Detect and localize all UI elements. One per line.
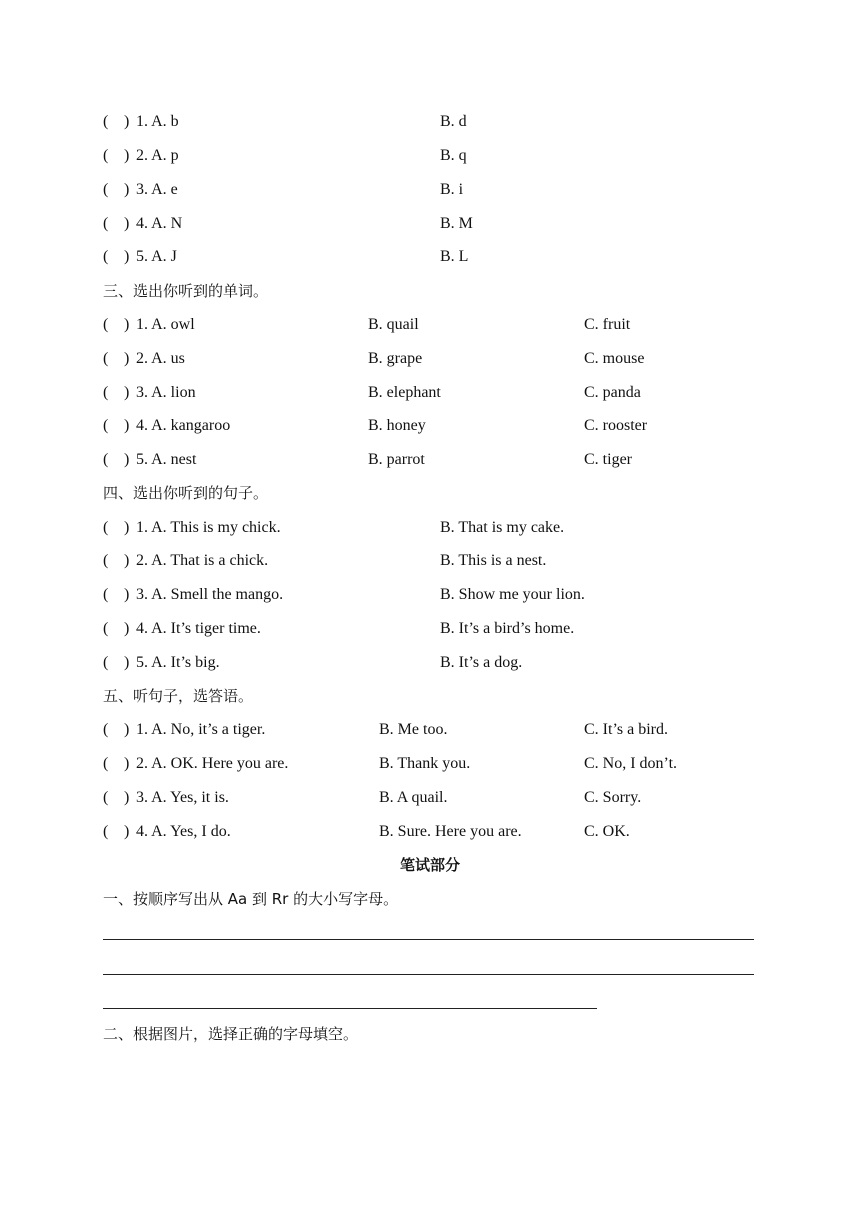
option-c: C. panda — [584, 384, 641, 401]
section-heading: 五、听句子，选答语。 — [103, 687, 254, 705]
answer-paren-close: ) — [124, 215, 130, 232]
answer-paren-close: ) — [124, 316, 130, 333]
answer-paren-open: ( — [103, 755, 109, 772]
answer-paren-open: ( — [103, 451, 109, 468]
writing-line[interactable] — [103, 1008, 597, 1009]
answer-paren-open: ( — [103, 654, 109, 671]
option-b: B. parrot — [368, 451, 425, 468]
option-b: B. That is my cake. — [440, 519, 565, 536]
answer-paren-open: ( — [103, 384, 109, 401]
option-b: B. This is a nest. — [440, 552, 547, 569]
answer-paren-close: ) — [124, 552, 130, 569]
option-b: B. It’s a dog. — [440, 654, 523, 671]
question-row — [0, 314, 860, 336]
answer-paren-open: ( — [103, 823, 109, 840]
option-b: B. grape — [368, 350, 423, 367]
question-row — [0, 179, 860, 201]
option-c: C. rooster — [584, 417, 648, 434]
option-b: B. Me too. — [379, 721, 448, 738]
answer-paren-close: ) — [124, 417, 130, 434]
answer-paren-open: ( — [103, 147, 109, 164]
option-a: 3. A. e — [136, 181, 178, 198]
answer-paren-open: ( — [103, 519, 109, 536]
answer-paren-close: ) — [124, 113, 130, 130]
option-b: B. honey — [368, 417, 426, 434]
answer-paren-close: ) — [124, 451, 130, 468]
option-a: 4. A. Yes, I do. — [136, 823, 231, 840]
answer-paren-close: ) — [124, 620, 130, 637]
answer-paren-close: ) — [124, 519, 130, 536]
option-a: 1. A. owl — [136, 316, 195, 333]
option-b: B. Thank you. — [379, 755, 471, 772]
answer-paren-open: ( — [103, 113, 109, 130]
question-row — [0, 213, 860, 235]
option-b: B. A quail. — [379, 789, 448, 806]
option-a: 4. A. N — [136, 215, 183, 232]
option-a: 4. A. It’s tiger time. — [136, 620, 261, 637]
option-a: 1. A. No, it’s a tiger. — [136, 721, 266, 738]
option-a: 3. A. Yes, it is. — [136, 789, 229, 806]
written-part-title: 笔试部分 — [399, 856, 460, 874]
option-b: B. quail — [368, 316, 419, 333]
option-a: 2. A. p — [136, 147, 179, 164]
option-b: B. It’s a bird’s home. — [440, 620, 575, 637]
question-row — [0, 753, 860, 775]
question-row — [0, 348, 860, 370]
option-a: 2. A. us — [136, 350, 185, 367]
answer-paren-open: ( — [103, 215, 109, 232]
option-a: 1. A. This is my chick. — [136, 519, 281, 536]
answer-paren-open: ( — [103, 789, 109, 806]
option-a: 3. A. Smell the mango. — [136, 586, 284, 603]
option-b: B. M — [440, 215, 473, 232]
option-b: B. elephant — [368, 384, 441, 401]
option-a: 3. A. lion — [136, 384, 196, 401]
option-b: B. d — [440, 113, 467, 130]
answer-paren-close: ) — [124, 654, 130, 671]
answer-paren-close: ) — [124, 350, 130, 367]
section-heading: 三、选出你听到的单词。 — [103, 282, 269, 300]
option-b: B. i — [440, 181, 464, 198]
answer-paren-close: ) — [124, 789, 130, 806]
question-row — [0, 618, 860, 640]
section-heading: 二、根据图片，选择正确的字母填空。 — [103, 1025, 359, 1043]
answer-paren-open: ( — [103, 586, 109, 603]
answer-paren-open: ( — [103, 620, 109, 637]
question-row — [0, 652, 860, 674]
answer-paren-open: ( — [103, 552, 109, 569]
option-c: C. tiger — [584, 451, 632, 468]
answer-paren-close: ) — [124, 586, 130, 603]
option-c: C. fruit — [584, 316, 631, 333]
option-b: B. L — [440, 248, 469, 265]
section-heading: 一、按顺序写出从 Aa 到 Rr 的大小写字母。 — [103, 890, 399, 908]
option-b: B. q — [440, 147, 467, 164]
question-row — [0, 415, 860, 437]
option-c: C. mouse — [584, 350, 645, 367]
answer-paren-close: ) — [124, 147, 130, 164]
option-a: 5. A. It’s big. — [136, 654, 220, 671]
answer-paren-close: ) — [124, 721, 130, 738]
answer-paren-close: ) — [124, 755, 130, 772]
answer-paren-open: ( — [103, 181, 109, 198]
answer-paren-close: ) — [124, 181, 130, 198]
option-c: C. It’s a bird. — [584, 721, 668, 738]
option-a: 5. A. nest — [136, 451, 197, 468]
question-row — [0, 111, 860, 133]
option-a: 2. A. OK. Here you are. — [136, 755, 289, 772]
answer-paren-open: ( — [103, 248, 109, 265]
question-row — [0, 719, 860, 741]
answer-paren-close: ) — [124, 823, 130, 840]
answer-paren-close: ) — [124, 384, 130, 401]
answer-paren-close: ) — [124, 248, 130, 265]
writing-line[interactable] — [103, 939, 754, 940]
option-a: 2. A. That is a chick. — [136, 552, 269, 569]
question-row — [0, 584, 860, 606]
option-a: 4. A. kangaroo — [136, 417, 231, 434]
option-a: 1. A. b — [136, 113, 179, 130]
question-row — [0, 550, 860, 572]
question-row — [0, 821, 860, 843]
writing-line[interactable] — [103, 974, 754, 975]
question-row — [0, 449, 860, 471]
answer-paren-open: ( — [103, 417, 109, 434]
option-b: B. Sure. Here you are. — [379, 823, 522, 840]
answer-paren-open: ( — [103, 350, 109, 367]
option-c: C. Sorry. — [584, 789, 642, 806]
question-row — [0, 787, 860, 809]
question-row — [0, 145, 860, 167]
question-row — [0, 246, 860, 268]
answer-paren-open: ( — [103, 721, 109, 738]
option-b: B. Show me your lion. — [440, 586, 585, 603]
section-heading: 四、选出你听到的句子。 — [103, 484, 269, 502]
option-c: C. OK. — [584, 823, 630, 840]
option-a: 5. A. J — [136, 248, 177, 265]
answer-paren-open: ( — [103, 316, 109, 333]
option-c: C. No, I don’t. — [584, 755, 678, 772]
question-row — [0, 517, 860, 539]
question-row — [0, 382, 860, 404]
